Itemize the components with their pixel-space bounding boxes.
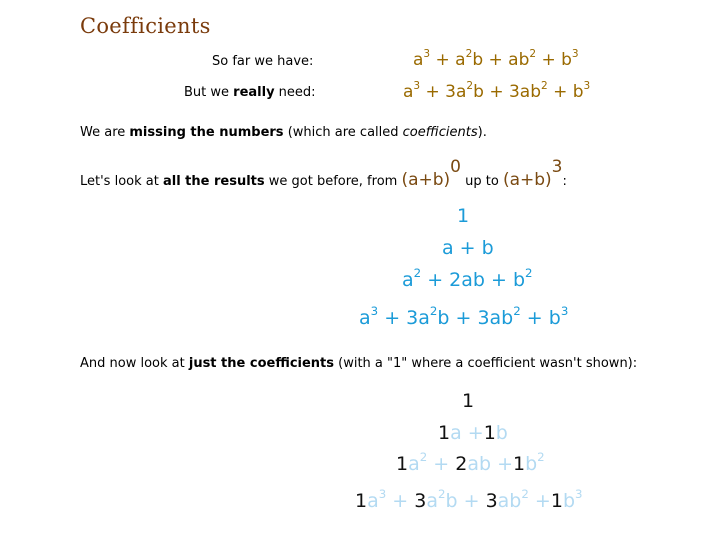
result-power-0: 1 [457, 205, 470, 227]
so-far-expression: $a^3 + a^2b + ab^2 + b^3$ [413, 48, 579, 70]
result-power-1: a + b [442, 237, 494, 259]
really-need-label: But we really need: [184, 85, 316, 100]
all-results-paragraph: Let's look at all the results we got before, from $(a+b)^0$ up to $(a+b)^3$: [80, 157, 567, 190]
coefficient-row-0: 1 [462, 390, 475, 412]
missing-numbers-paragraph: We are missing the numbers (which are called coefficients). [80, 125, 487, 140]
coefficient-row-1: 1a +1b [438, 422, 508, 444]
so-far-label: So far we have: [212, 54, 314, 69]
result-power-3: $a^3 + 3a^2b + 3ab^2 + b^3$ [359, 304, 569, 329]
page-title: Coefficients [80, 14, 211, 38]
just-coefficients-paragraph: And now look at just the coefficients (with a "1" where a coefficient wasn't shown): [80, 356, 638, 371]
coefficient-row-2: $1a^2 + 2ab +1b^2$ [396, 450, 545, 475]
really-need-expression: $a^3 + 3a^2b + 3ab^2 + b^3$ [403, 80, 591, 102]
coefficient-row-3: $1a^3 + 3a^2b + 3ab^2 +1b^3$ [355, 487, 583, 512]
result-power-2: $a^2 + 2ab + b^2$ [402, 266, 533, 291]
